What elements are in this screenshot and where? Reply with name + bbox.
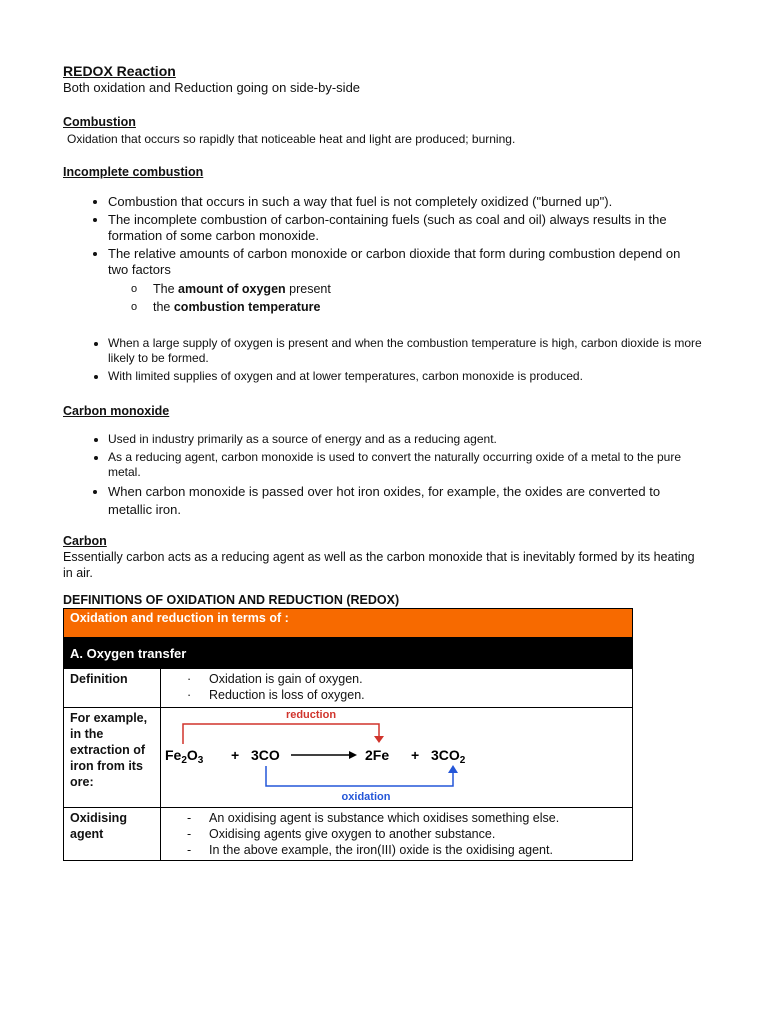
carbon-heading: Carbon (63, 534, 107, 548)
reactant-fe2o3: $Fe_2O_3$ (165, 747, 204, 766)
example-label: For example, in the extraction of iron from its ore: (64, 708, 161, 808)
carbon-text: Essentially carbon acts as a reducing agent as well as the carbon monoxide that is inevitably formed by its heating in air. (63, 550, 695, 580)
combustion-text: Oxidation that occurs so rapidly that noticeable heat and light are produced; burning. (67, 132, 516, 146)
plus-sign: + (411, 747, 420, 763)
reduction-label: reduction (285, 709, 337, 721)
equation-cell (161, 708, 633, 808)
factor-item: o The amount of oxygen present (153, 280, 703, 298)
agent-line: An oxidising agent is substance which oxidises something else. (209, 811, 560, 825)
definition-line: Reduction is loss of oxygen. (209, 688, 365, 702)
factor-item: o the combustion temperature (153, 298, 703, 316)
oxidising-agent-cell: - An oxidising agent is substance which oxidises something else. - Oxidising agents give oxygen to another substance. - In the above example, the iron(III) oxide is the oxidising agent. (161, 808, 633, 861)
incomplete-combustion-heading: Incomplete combustion (63, 165, 204, 179)
product-co2: $3CO_2$ (431, 747, 466, 766)
oxidising-agent-label: Oxidising agent (64, 808, 161, 861)
page-title: REDOX Reaction (63, 63, 176, 79)
document-page (63, 62, 703, 861)
plus-sign: + (231, 747, 240, 763)
reactant-co: 3CO (251, 747, 280, 763)
oxygen-supply-list (63, 336, 703, 384)
list-item: • With limited supplies of oxygen and at lower temperatures, carbon monoxide is produced. (108, 369, 703, 384)
oxidation-arrowhead (448, 765, 458, 773)
definition-label: Definition (64, 669, 161, 708)
reduction-arrow (183, 724, 379, 744)
list-item: • Used in industry primarily as a source of energy and as a reducing agent. (108, 432, 703, 447)
table-row (64, 708, 633, 808)
definition-cell: · Oxidation is gain of oxygen. · Reduction is loss of oxygen. (161, 669, 633, 708)
page-subtitle: Both oxidation and Reduction going on side-by-side (63, 80, 361, 95)
table-row (64, 808, 633, 861)
oxidation-arrow (266, 766, 453, 786)
reaction-arrowhead (349, 751, 357, 759)
table-row (64, 669, 633, 708)
list-item: • The relative amounts of carbon monoxide or carbon dioxide that form during combustion depend on two factors (108, 246, 703, 278)
redox-equation-diagram (161, 708, 631, 804)
carbon-monoxide-list (63, 432, 703, 519)
carbon-monoxide-heading: Carbon monoxide (63, 404, 170, 418)
definitions-table (63, 608, 633, 861)
table-header-oxygen-transfer: A. Oxygen transfer (64, 638, 633, 669)
list-item: • Combustion that occurs in such a way that fuel is not completely oxidized ("burned up"). (108, 194, 703, 210)
list-item: • When a large supply of oxygen is present and when the combustion temperature is high, carbon dioxide is more likely to be formed. (108, 336, 703, 366)
table-header-orange: Oxidation and reduction in terms of : (64, 609, 633, 638)
reduction-arrowhead (374, 736, 384, 743)
product-fe: 2Fe (365, 747, 390, 763)
oxidation-label: oxidation (341, 791, 391, 803)
list-item: • The incomplete combustion of carbon-containing fuels (such as coal and oil) always results in the formation of some carbon monoxide. (108, 212, 703, 244)
agent-line: In the above example, the iron(III) oxide is the oxidising agent. (209, 843, 553, 857)
definition-line: Oxidation is gain of oxygen. (209, 672, 363, 686)
combustion-heading: Combustion (63, 115, 136, 129)
list-item: • As a reducing agent, carbon monoxide is used to convert the naturally occurring oxide of a metal to the pure metal. (108, 450, 703, 480)
list-item: • When carbon monoxide is passed over hot iron oxides, for example, the oxides are converted to metallic iron. (108, 483, 703, 519)
agent-line: Oxidising agents give oxygen to another substance. (209, 827, 496, 841)
factors-list (108, 280, 703, 316)
incomplete-combustion-list (63, 194, 703, 278)
definitions-heading: DEFINITIONS OF OXIDATION AND REDUCTION (REDOX) (63, 593, 400, 607)
